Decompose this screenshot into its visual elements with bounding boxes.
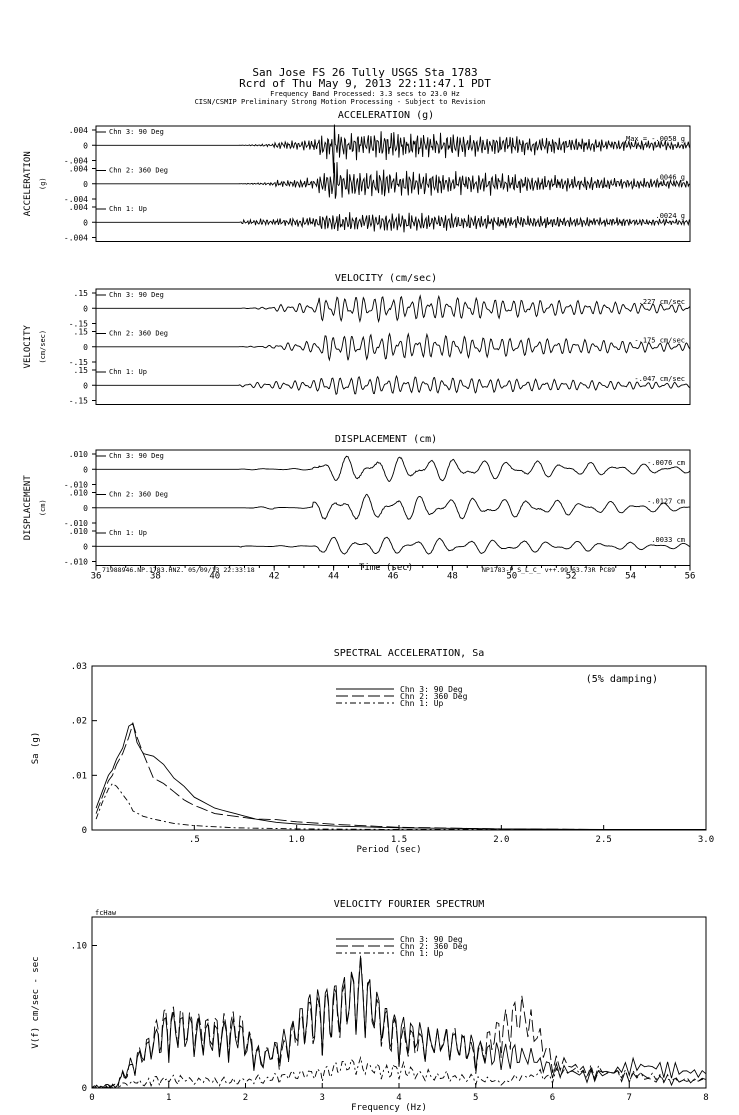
chart-title: SPECTRAL ACCELERATION, Sa [333, 648, 485, 659]
channel-label: Chn 3: 90 Deg [109, 128, 164, 136]
x-tick-label: 8 [703, 1093, 709, 1103]
x-tick-label: 6 [549, 1093, 556, 1103]
y-tick-label: 0 [83, 141, 88, 151]
panel-ylabel: VELOCITY [23, 325, 33, 369]
x-tick-label: 54 [625, 571, 637, 582]
chart-title: VELOCITY FOURIER SPECTRUM [333, 899, 485, 910]
channel-peak-value: -.0127 cm [647, 497, 685, 506]
channel-label: Chn 3: 90 Deg [109, 452, 164, 460]
time-history-trace [96, 456, 690, 481]
y-tick-label: .02 [70, 716, 87, 727]
y-tick-label: -.010 [63, 519, 88, 528]
time-history-trace [96, 537, 690, 554]
channel-peak-value: .0024 g [655, 212, 685, 220]
panel-title: ACCELERATION (g) [337, 110, 435, 121]
x-tick-label: 36 [90, 571, 102, 582]
legend-entry: Chn 3: 90 Deg [400, 685, 463, 694]
header-station: San Jose FS 26 Tully USGS Sta 1783 [252, 66, 478, 79]
processing-version-footer: NP1783-P S_L_C_ v++.99.63.73R PC89 [482, 566, 616, 574]
displacement-panel [23, 434, 690, 567]
y-tick-label: -.15 [68, 396, 88, 406]
channel-peak-value: -.047 cm/sec [634, 375, 685, 383]
y-tick-label: .004 [68, 164, 88, 174]
x-tick-label: 48 [446, 571, 458, 582]
x-tick-label: 1.0 [288, 835, 305, 845]
x-tick-label: 5 [473, 1093, 479, 1103]
panel-ylabel-unit: (g) [39, 177, 47, 191]
y-axis-label: Sa (g) [31, 731, 41, 765]
legend-entry: Chn 2: 360 Deg [400, 942, 468, 951]
header-processing-note: CISN/CSMIP Preliminary Strong Motion Processing - Subject to Revision [194, 98, 486, 106]
x-tick-label: 2 [242, 1093, 249, 1103]
y-tick-label: -.010 [63, 480, 88, 490]
channel-label: Chn 3: 90 Deg [109, 291, 164, 299]
y-tick-label: .10 [70, 941, 87, 952]
y-tick-label: .15 [73, 366, 88, 375]
panel-title: DISPLACEMENT (cm) [334, 434, 438, 445]
series-line [96, 723, 706, 829]
x-tick-label: 3.0 [697, 835, 715, 845]
channel-label: Chn 1: Up [109, 205, 147, 213]
x-tick-label: 2.5 [595, 835, 612, 845]
x-tick-label: 40 [209, 571, 221, 582]
channel-peak-value: Max = -.0058 g [625, 135, 685, 143]
x-tick-label: 7 [626, 1093, 632, 1103]
series-line [92, 955, 706, 1088]
x-tick-label: 1.5 [390, 835, 408, 845]
legend-entry: Chn 1: Up [400, 699, 444, 708]
plot-frame [92, 666, 706, 830]
corner-code-label: fcHaw [95, 909, 117, 917]
y-tick-label: .010 [68, 450, 88, 459]
velocity-fourier-spectrum-chart [31, 899, 709, 1113]
y-tick-label: -.15 [68, 358, 88, 367]
x-tick-label: 0 [89, 1093, 95, 1103]
velocity-panel [23, 273, 690, 406]
channel-label: Chn 1: Up [109, 368, 147, 376]
channel-label: Chn 2: 360 Deg [109, 490, 169, 499]
channel-peak-value: -.175 cm/sec [634, 336, 685, 345]
y-tick-label: 0 [83, 503, 88, 513]
y-tick-label: 0 [83, 342, 88, 352]
legend-entry: Chn 2: 360 Deg [400, 692, 468, 701]
y-tick-label: -.004 [63, 195, 88, 204]
channel-label: Chn 1: Up [109, 529, 147, 537]
x-tick-label: 46 [387, 571, 399, 582]
x-tick-label: 4 [396, 1093, 402, 1103]
y-tick-label: -.004 [63, 233, 88, 243]
panel-title: VELOCITY (cm/sec) [334, 273, 438, 284]
x-axis-label: Period (sec) [356, 845, 422, 855]
x-tick-label: 42 [268, 571, 280, 582]
y-tick-label: .01 [70, 771, 87, 782]
y-tick-label: 0 [83, 179, 88, 189]
x-tick-label: 2.0 [493, 835, 510, 845]
y-tick-label: 0 [83, 218, 88, 228]
panel-ylabel: ACCELERATION [23, 151, 33, 217]
time-history-trace [96, 162, 690, 199]
y-tick-label: .15 [73, 289, 88, 298]
channel-label: Chn 2: 360 Deg [109, 329, 169, 338]
y-tick-label: 0 [83, 542, 88, 552]
x-tick-label: 1 [166, 1093, 172, 1103]
time-history-trace [96, 212, 690, 232]
y-tick-label: .010 [68, 527, 88, 536]
x-tick-label: 50 [506, 571, 518, 582]
y-tick-label: .03 [70, 662, 87, 672]
y-tick-label: -.15 [68, 319, 88, 329]
x-tick-label: 52 [565, 571, 577, 582]
record-id-footer: 71988946.NP.1783.HNZ. 05/09/13 22:33:18 [102, 566, 255, 574]
series-line [92, 958, 706, 1089]
header-record-time: Rcrd of Thu May 9, 2013 22:11:47.1 PDT [239, 77, 491, 90]
channel-label: Chn 2: 360 Deg [109, 166, 169, 175]
y-tick-label: 0 [81, 826, 87, 836]
y-tick-label: 0 [83, 381, 88, 391]
y-tick-label: 0 [83, 465, 88, 475]
panel-ylabel-unit: (cm) [39, 499, 47, 517]
time-history-trace [96, 376, 690, 394]
channel-peak-value: -.0076 cm [647, 459, 685, 467]
y-tick-label: 0 [83, 304, 88, 314]
time-axis-label: Time (sec) [358, 563, 414, 573]
y-tick-label: -.004 [63, 156, 88, 166]
time-history-trace [96, 334, 690, 361]
damping-annotation: (5% damping) [585, 674, 658, 685]
y-tick-label: .15 [73, 327, 88, 337]
legend-entry: Chn 1: Up [400, 949, 444, 958]
header-frequency-band: Frequency Band Processed: 3.3 secs to 23.0 Hz [270, 90, 460, 98]
acceleration-panel [23, 110, 690, 243]
legend-entry: Chn 3: 90 Deg [400, 935, 463, 944]
spectral-acceleration-chart [31, 648, 714, 855]
x-tick-label: 38 [149, 571, 161, 582]
y-tick-label: -.010 [63, 557, 88, 567]
channel-peak-value: .0033 cm [651, 536, 685, 544]
time-history-trace [96, 296, 690, 322]
y-tick-label: 0 [81, 1084, 87, 1094]
x-axis-label: Frequency (Hz) [351, 1103, 427, 1113]
y-tick-label: .004 [68, 126, 88, 135]
x-tick-label: 56 [684, 571, 696, 582]
y-tick-label: .010 [68, 488, 88, 498]
y-tick-label: .004 [68, 203, 88, 212]
panel-ylabel: DISPLACEMENT [23, 475, 33, 541]
series-line [96, 723, 706, 829]
panel-ylabel-unit: (cm/sec) [39, 329, 47, 364]
x-tick-label: .5 [188, 835, 200, 845]
time-history-trace [96, 125, 690, 174]
channel-peak-value: .0046 g [655, 173, 685, 182]
x-tick-label: 3 [319, 1093, 325, 1103]
x-tick-label: 44 [328, 571, 340, 582]
y-axis-label: V(f) cm/sec - sec [31, 956, 41, 1049]
time-history-trace [96, 494, 690, 519]
channel-peak-value: .227 cm/sec [638, 298, 685, 306]
